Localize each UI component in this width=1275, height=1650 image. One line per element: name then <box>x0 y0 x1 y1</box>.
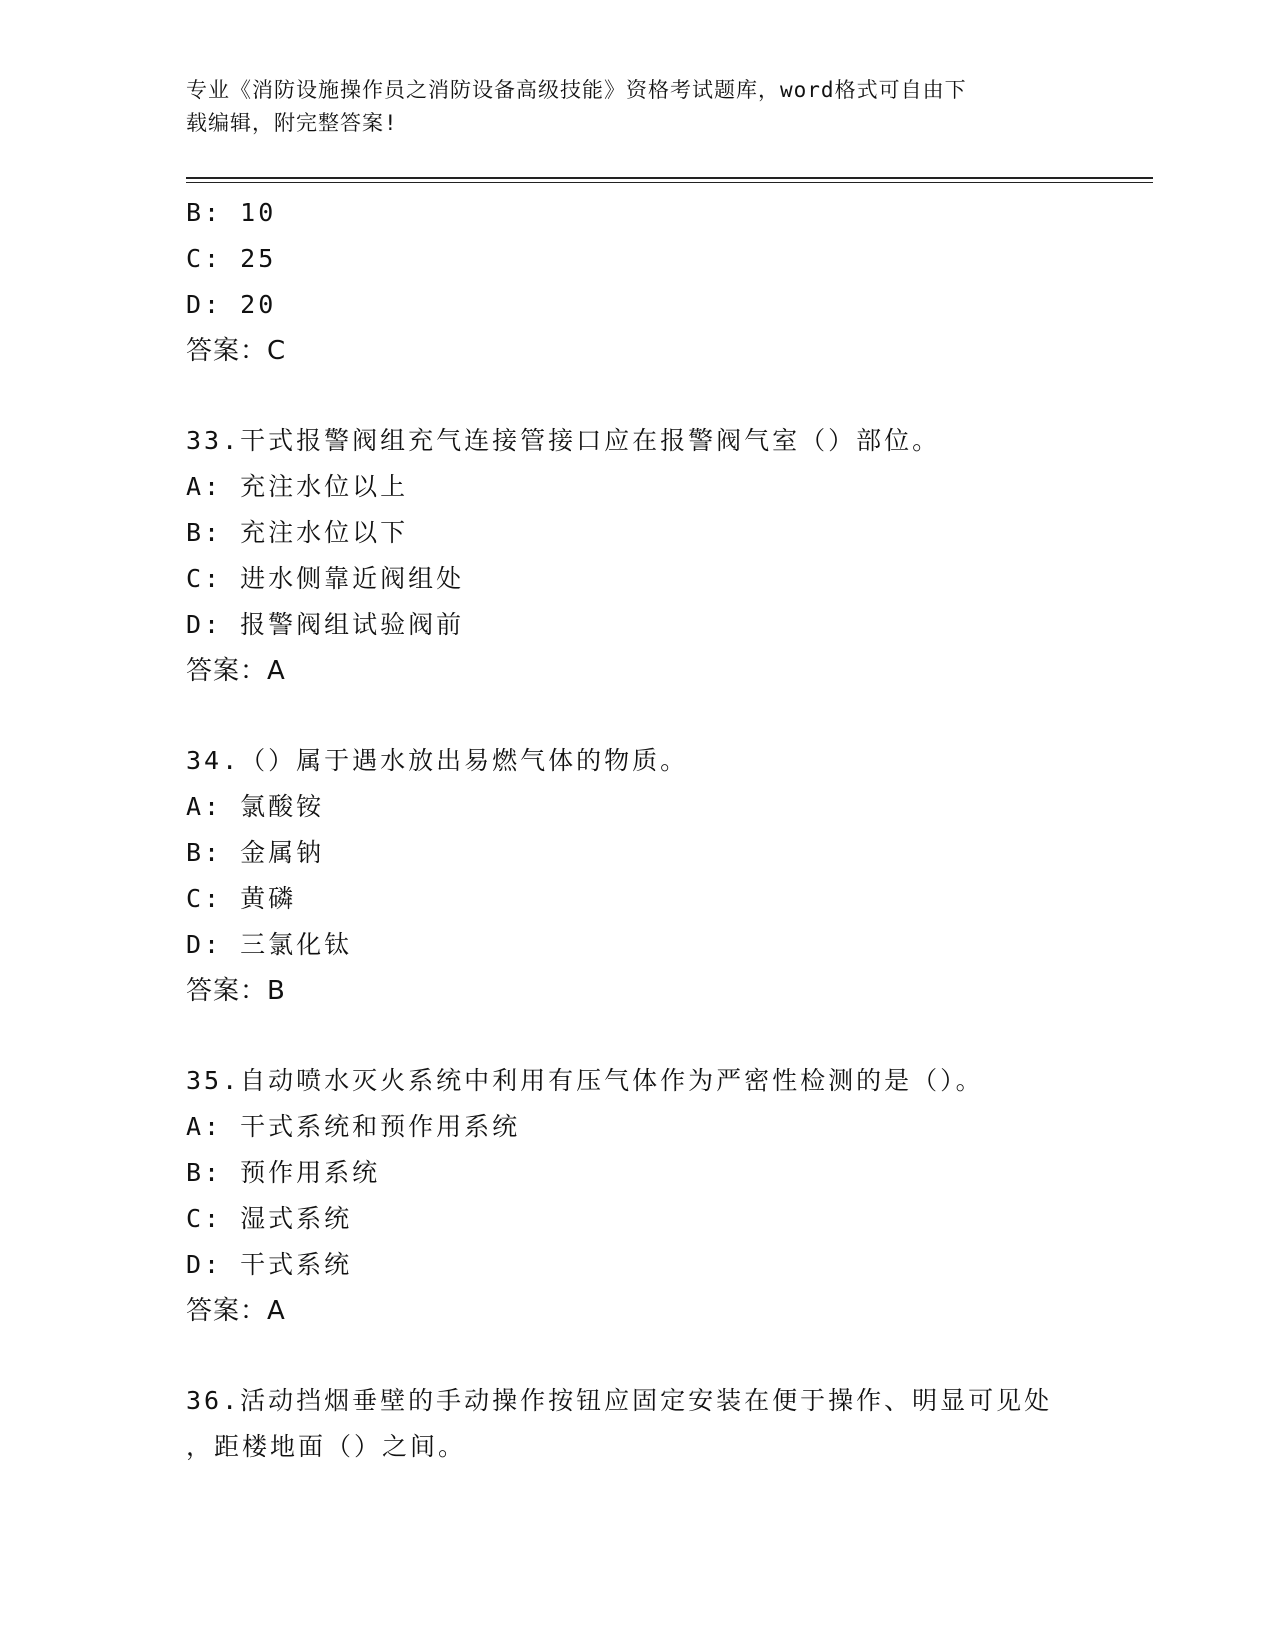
option-text: 25 <box>240 244 277 273</box>
option-b <box>186 830 1086 876</box>
option-a <box>186 464 1086 510</box>
option-b <box>186 190 1086 236</box>
option-text: 预作用系统 <box>240 1158 381 1187</box>
option-label: B: <box>186 1158 223 1187</box>
option-label: D: <box>186 610 223 639</box>
option-a <box>186 784 1086 830</box>
option-text: 湿式系统 <box>240 1204 353 1233</box>
option-c <box>186 556 1086 602</box>
option-d <box>186 282 1086 328</box>
option-text: 10 <box>240 198 277 227</box>
option-text: 充注水位以上 <box>240 472 409 501</box>
option-label: D: <box>186 1250 223 1279</box>
question-32-tail <box>186 190 1086 374</box>
option-b <box>186 1150 1086 1196</box>
answer-line: 答案：C <box>186 336 287 366</box>
document-header <box>186 74 1086 140</box>
header-divider-thin <box>186 182 1153 183</box>
header-line-1: 专业《消防设施操作员之消防设备高级技能》资格考试题库，word格式可自由下 <box>186 78 967 102</box>
question-35 <box>186 1058 1086 1334</box>
option-label: D: <box>186 930 223 959</box>
question-stem-line-1: 36.活动挡烟垂壁的手动操作按钮应固定安装在便于操作、明显可见处 <box>186 1386 1053 1415</box>
header-line-2: 载编辑，附完整答案! <box>186 111 398 135</box>
option-a <box>186 1104 1086 1150</box>
option-label: D: <box>186 290 223 319</box>
question-stem: 33.干式报警阀组充气连接管接口应在报警阀气室（）部位。 <box>186 426 941 455</box>
answer-line: 答案：A <box>186 656 286 686</box>
question-stem: 34.（）属于遇水放出易燃气体的物质。 <box>186 746 689 775</box>
option-label: B: <box>186 518 223 547</box>
option-label: C: <box>186 1204 223 1233</box>
question-33 <box>186 418 1086 694</box>
option-text: 进水侧靠近阀组处 <box>240 564 465 593</box>
question-stem-line-2: ，距楼地面（）之间。 <box>186 1432 467 1461</box>
option-d <box>186 922 1086 968</box>
question-34 <box>186 738 1086 1014</box>
option-label: B: <box>186 838 223 867</box>
question-stem: 35.自动喷水灭火系统中利用有压气体作为严密性检测的是（）。 <box>186 1066 984 1095</box>
option-label: C: <box>186 244 223 273</box>
option-label: C: <box>186 564 223 593</box>
option-text: 充注水位以下 <box>240 518 409 547</box>
option-label: A: <box>186 472 223 501</box>
option-d <box>186 602 1086 648</box>
option-label: B: <box>186 198 223 227</box>
option-c <box>186 236 1086 282</box>
option-text: 干式系统 <box>240 1250 353 1279</box>
option-c <box>186 1196 1086 1242</box>
option-text: 报警阀组试验阀前 <box>240 610 465 639</box>
option-label: C: <box>186 884 223 913</box>
option-text: 氯酸铵 <box>240 792 325 821</box>
option-text: 20 <box>240 290 277 319</box>
question-36 <box>186 1378 1086 1470</box>
option-text: 干式系统和预作用系统 <box>240 1112 521 1141</box>
option-text: 金属钠 <box>240 838 325 867</box>
header-divider-thick <box>186 177 1153 179</box>
option-label: A: <box>186 792 223 821</box>
option-label: A: <box>186 1112 223 1141</box>
question-list <box>186 190 1086 1470</box>
option-b <box>186 510 1086 556</box>
option-text: 黄磷 <box>240 884 297 913</box>
option-d <box>186 1242 1086 1288</box>
option-c <box>186 876 1086 922</box>
answer-line: 答案：B <box>186 976 286 1006</box>
option-text: 三氯化钛 <box>240 930 353 959</box>
answer-line: 答案：A <box>186 1296 286 1326</box>
